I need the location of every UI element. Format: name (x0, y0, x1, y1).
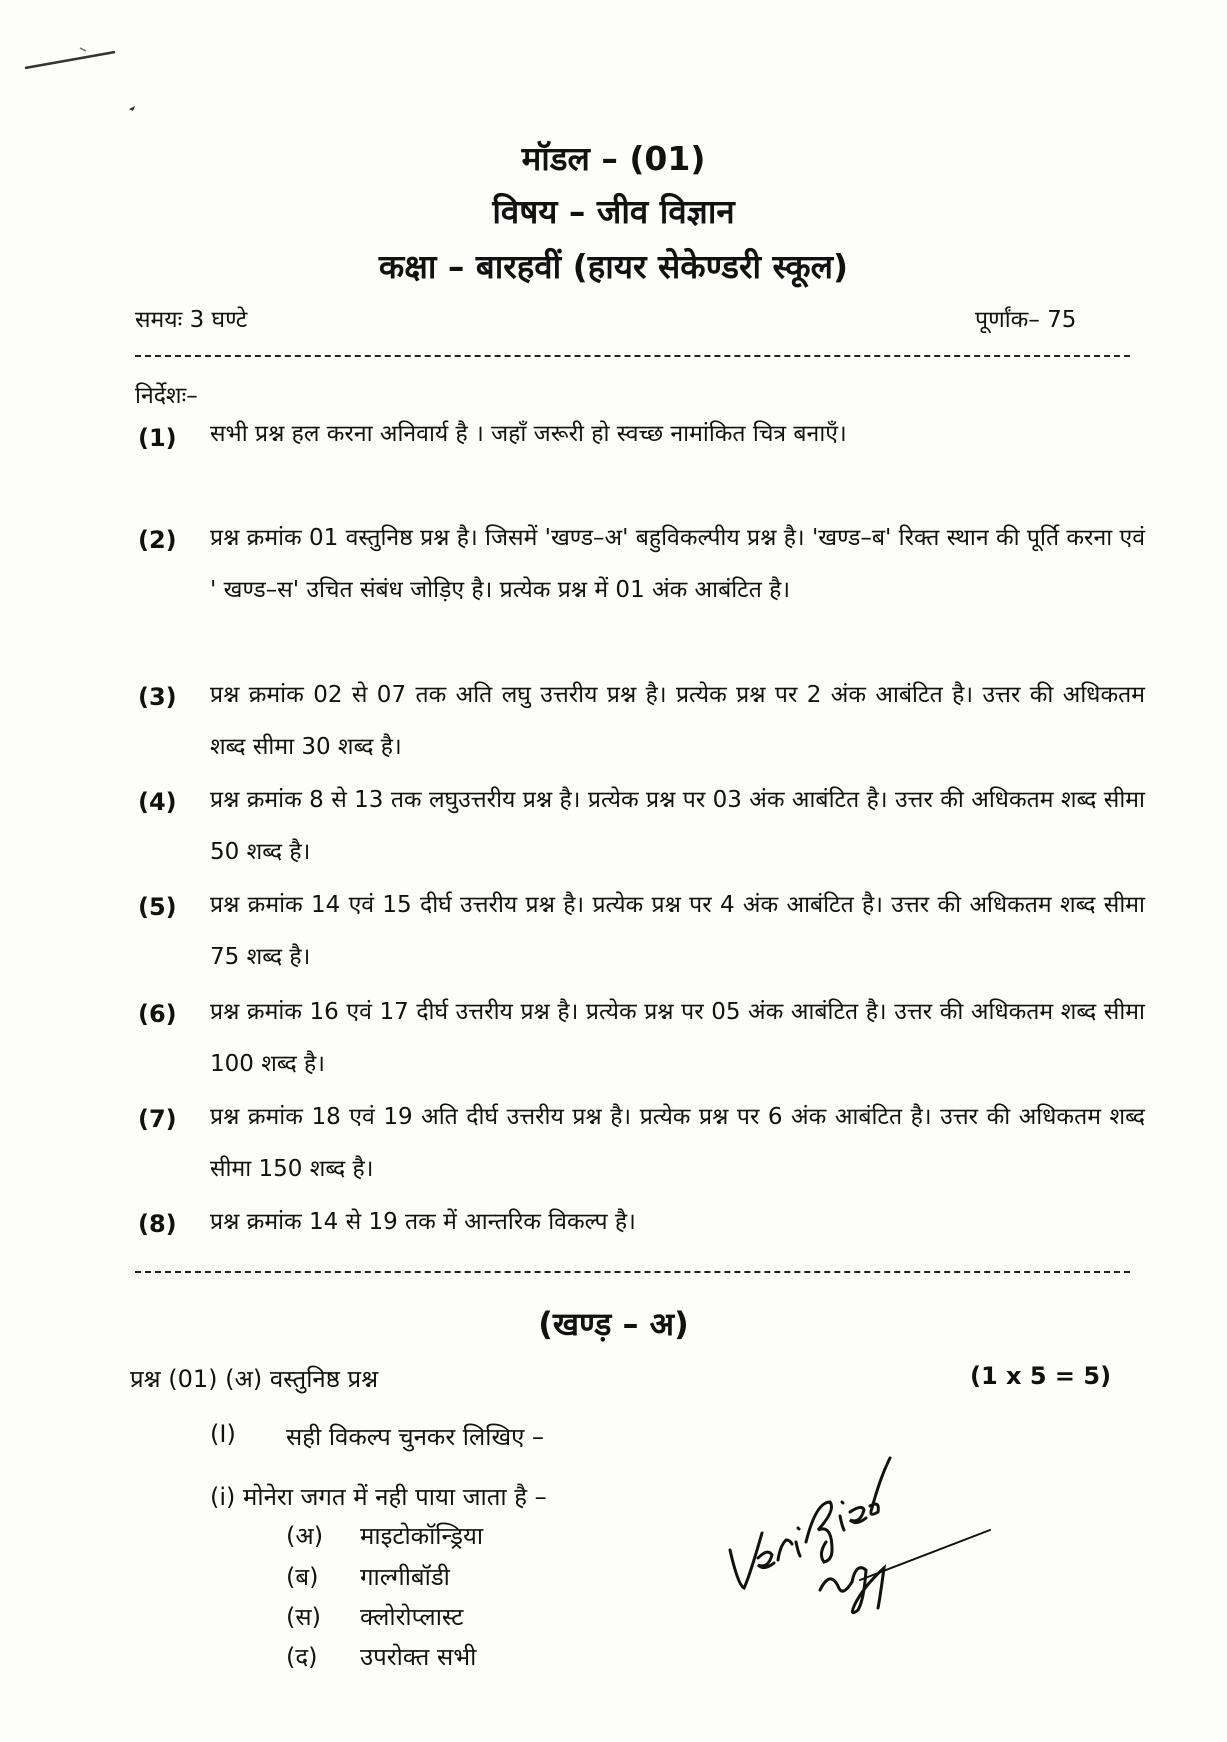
signature (720, 1430, 1010, 1640)
instruction-number: (6) (138, 1000, 177, 1028)
option-text: क्लोरोप्लास्ट (360, 1603, 464, 1631)
class-title: कक्षा – बारहवीं (हायर सेकेण्डरी स्कूल) (378, 247, 849, 286)
instruction-text: प्रश्न क्रमांक 02 से 07 तक अति लघु उत्तरीय प्रश्न है। प्रत्येक प्रश्न पर 2 अंक आबंटित है। उत्तर की अधिकतम शब्द सीमा 30 शब्द है। (210, 682, 1145, 760)
time-label: समयः 3 घण्टे (135, 307, 248, 333)
question-text: (i) मोनेरा जगत में नही पाया जाता है – (210, 1483, 547, 1511)
option-label: (स) (286, 1603, 321, 1631)
instruction-number: (7) (138, 1105, 177, 1133)
instruction-text: प्रश्न क्रमांक 8 से 13 तक लघुउत्तरीय प्रश्न है। प्रत्येक प्रश्न पर 03 अंक आबंटित है। उत्तर की अधिकतम शब्द सीमा 50 शब्द है। (210, 787, 1145, 865)
option-label: (ब) (286, 1563, 319, 1591)
instruction-number: (8) (138, 1210, 177, 1238)
scan-mark (20, 40, 120, 130)
part-text: सही विकल्प चुनकर लिखिए – (286, 1423, 545, 1451)
option-label: (अ) (286, 1522, 324, 1550)
instruction-text: प्रश्न क्रमांक 16 एवं 17 दीर्घ उत्तरीय प्रश्न है। प्रत्येक प्रश्न पर 05 अंक आबंटित है। उत्तर की अधिकतम शब्द सीमा 100 शब्द है। (210, 999, 1145, 1077)
divider-bottom (135, 1271, 1130, 1273)
part-label: (I) (210, 1420, 236, 1448)
instruction-text: सभी प्रश्न हल करना अनिवार्य है । जहाँ जरूरी हो स्वच्छ नामांकित चित्र बनाएँ। (210, 421, 847, 447)
instruction-number: (2) (138, 526, 177, 554)
option-text: उपरोक्त सभी (360, 1643, 477, 1671)
instructions-heading: निर्देशः– (135, 383, 198, 409)
instruction-number: (4) (138, 788, 177, 816)
instruction-text: प्रश्न क्रमांक 01 वस्तुनिष्ठ प्रश्न है। जिसमें 'खण्ड–अ' बहुविकल्पीय प्रश्न है। 'खण्ड–ब' रिक्त स्थान की पूर्ति करना एवं ' खण्ड–स' उचित संबंध जोड़िए है। प्रत्येक प्रश्न में 01 अंक आबंटित है। (210, 525, 1145, 603)
section-title: (खण्ड़ – अ) (538, 1305, 689, 1343)
option-text: गाल्गीबॉडी (360, 1563, 450, 1591)
instruction-number: (5) (138, 893, 177, 921)
max-marks-label: पूर्णांक– 75 (975, 307, 1077, 333)
option-label: (द) (286, 1643, 318, 1671)
instruction-number: (1) (138, 424, 177, 452)
divider-top (135, 355, 1130, 357)
instruction-text: प्रश्न क्रमांक 14 एवं 15 दीर्घ उत्तरीय प्रश्न है। प्रत्येक प्रश्न पर 4 अंक आबंटित है। उत्तर की अधिकतम शब्द सीमा 75 शब्द है। (210, 892, 1145, 970)
scan-speck (128, 104, 138, 114)
model-title: मॉडल – (01) (521, 139, 706, 178)
question-marks: (1 x 5 = 5) (970, 1362, 1112, 1390)
subject-title: विषय – जीव विज्ञान (492, 192, 735, 231)
instruction-text: प्रश्न क्रमांक 18 एवं 19 अति दीर्घ उत्तरीय प्रश्न है। प्रत्येक प्रश्न पर 6 अंक आबंटित है। उत्तर की अधिकतम शब्द सीमा 150 शब्द है। (210, 1104, 1145, 1182)
instruction-text: प्रश्न क्रमांक 14 से 19 तक में आन्तरिक विकल्प है। (210, 1209, 636, 1235)
instruction-number: (3) (138, 683, 177, 711)
question-label: प्रश्न (01) (अ) वस्तुनिष्ठ प्रश्न (130, 1365, 379, 1393)
option-text: माइटोकॉन्ड्रिया (360, 1522, 484, 1550)
